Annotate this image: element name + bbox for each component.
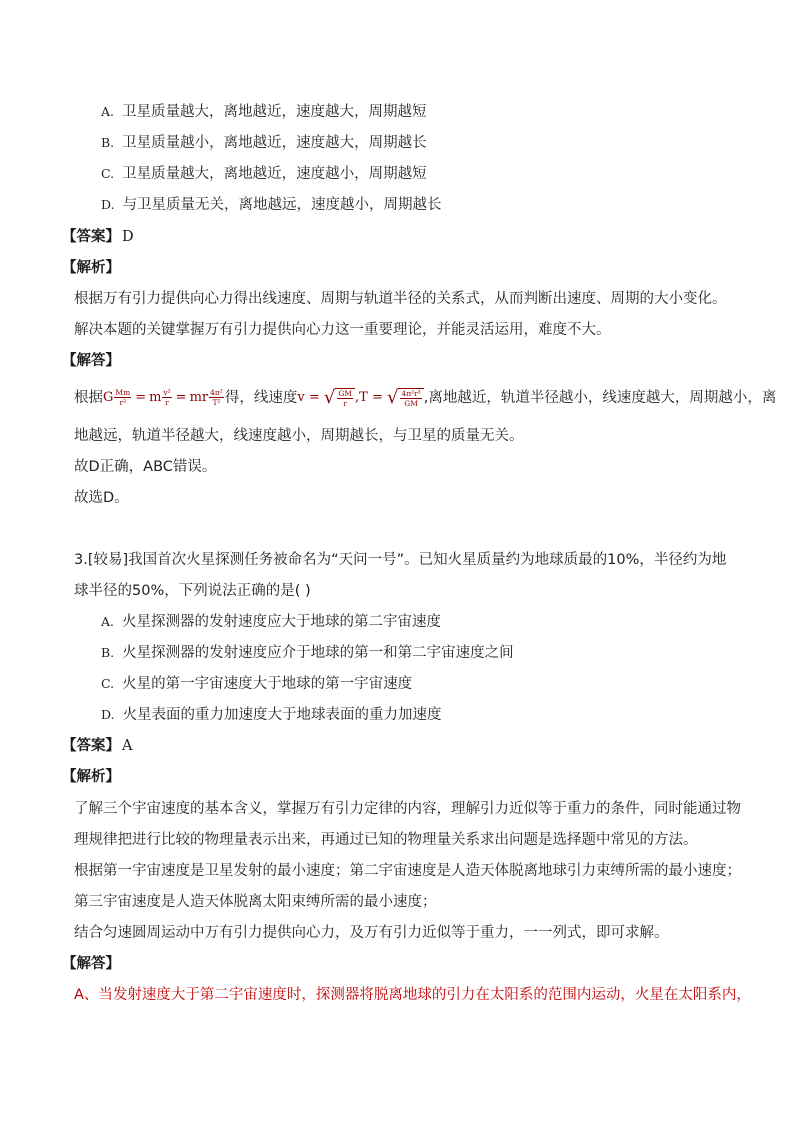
option-letter: B. <box>101 645 115 660</box>
answer-label: 【答案】 <box>62 738 120 754</box>
q2-analysis-line-2: 解决本题的关键掌握万有引力提供向心力这一重要理论，并能灵活运用，难度不大。 <box>74 322 611 338</box>
sqrt-content <box>398 388 423 408</box>
option-letter: C. <box>101 676 115 691</box>
solution-de: 得，线速度 <box>224 390 298 406</box>
frac-4pi2r3-gm <box>400 389 421 408</box>
q3-option-c <box>101 674 412 694</box>
option-text: 卫星质量越小，离地越近，速度越大，周期越长 <box>122 135 427 151</box>
eq-den: GM <box>404 398 418 408</box>
q2-analysis-label: 【解析】 <box>62 260 120 276</box>
option-text: 卫星质量越大，离地越近，速度越小，周期越短 <box>122 166 427 182</box>
radical-icon: √ <box>323 386 336 408</box>
option-letter: D. <box>101 707 115 722</box>
option-letter: A. <box>101 614 115 629</box>
period-equation <box>355 383 424 413</box>
q2-solution-line-3: 故D正确，ABC错误。 <box>74 459 217 475</box>
q3-answer <box>62 736 132 756</box>
eq-den: T² <box>212 398 221 407</box>
frac-v2-r <box>162 388 171 407</box>
option-text: 火星的第一宇宙速度大于地球的第一宇宙速度 <box>122 676 413 692</box>
eq-m: m <box>149 390 162 405</box>
eq-num: GM <box>338 388 353 398</box>
eq-sign: = <box>175 390 187 405</box>
eq-den: r² <box>119 398 127 407</box>
q2-solution-label: 【解答】 <box>62 353 120 369</box>
q2-solution-line-2: 地越远，轨道半径越大，线速度越小，周期越长，与卫星的质量无关。 <box>74 428 524 444</box>
q3-analysis-line-1: 了解三个宇宙速度的基本含义，掌握万有引力定律的内容，理解引力近似等于重力的条件，同时能通过物 <box>74 801 741 817</box>
q3-solution-label: 【解答】 <box>62 956 120 972</box>
answer-value: D <box>122 229 134 245</box>
option-letter: C. <box>101 166 115 181</box>
q3-analysis-label: 【解析】 <box>62 769 120 785</box>
option-letter: A. <box>101 104 115 119</box>
q3-stem-line-2: 球半径的50%，下列说法正确的是( ) <box>74 583 311 599</box>
q2-answer <box>62 227 134 247</box>
frac-gm-r <box>337 389 353 408</box>
q2-option-b <box>101 133 427 153</box>
q2-option-d <box>101 195 442 215</box>
gravity-equation <box>103 383 225 413</box>
eq-num: Mm <box>115 388 131 397</box>
solution-rest: ,离地越近，轨道半径越小，线速度越大，周期越小，离 <box>423 390 777 406</box>
option-text: 卫星质量越大，离地越近，速度越大，周期越短 <box>122 104 427 120</box>
q3-analysis-line-4: 第三宇宙速度是人造天体脱离太阳束缚所需的最小速度； <box>74 894 437 910</box>
q2-analysis-line-1: 根据万有引力提供向心力得出线速度、周期与轨道半径的关系式，从而判断出速度、周期的大小变化。 <box>74 291 727 307</box>
q3-analysis-line-2: 理规律把进行比较的物理量表示出来，再通过已知的物理量关系求出问题是选择题中常见的方法。 <box>74 832 698 848</box>
eq-sign: = <box>135 390 147 405</box>
q3-stem-line-1: 3.[较易]我国首次火星探测任务被命名为“天问一号”。已知火星质量约为地球质最的10%，半径约为地 <box>74 552 727 568</box>
radical-icon: √ <box>386 386 399 408</box>
q2-solution-line-1 <box>74 383 776 413</box>
frac-mm-r2 <box>114 388 131 407</box>
eq-num: 4π² <box>210 388 223 397</box>
t-eq: ,T = <box>355 390 383 405</box>
solution-prefix: 根据 <box>74 390 103 406</box>
eq-g: G <box>103 390 114 405</box>
sqrt-gm-r <box>324 388 355 408</box>
option-text: 与卫星质量无关，离地越远，速度越小，周期越长 <box>122 197 442 213</box>
eq-num: 4π²r³ <box>401 388 421 398</box>
option-text: 火星探测器的发射速度应介于地球的第一和第二宇宙速度之间 <box>122 645 514 661</box>
option-letter: D. <box>101 197 115 212</box>
q3-option-a <box>101 612 441 632</box>
option-text: 火星探测器的发射速度应大于地球的第二宇宙速度 <box>122 614 442 630</box>
q3-option-b <box>101 643 514 663</box>
q3-analysis-line-3: 根据第一宇宙速度是卫星发射的最小速度；第二宇宙速度是人造天体脱离地球引力束缚所需的最小速度； <box>74 863 741 879</box>
option-text: 火星表面的重力加速度大于地球表面的重力加速度 <box>122 707 442 723</box>
frac-4pi2-t2 <box>209 388 224 407</box>
sqrt-period <box>387 388 424 408</box>
eq-mr: mr <box>189 390 209 405</box>
q3-analysis-line-5: 结合匀速圆周运动中万有引力提供向心力，及万有引力近似等于重力，一一列式，即可求解。 <box>74 925 669 941</box>
answer-value: A <box>122 738 133 754</box>
q3-solution-line-1: A、当发射速度大于第二宇宙速度时，探测器将脱离地球的引力在太阳系的范围内运动，火星在太阳系内， <box>74 987 751 1003</box>
q3-option-d <box>101 705 442 725</box>
option-letter: B. <box>101 135 115 150</box>
eq-den: r <box>165 398 169 407</box>
answer-label: 【答案】 <box>62 229 120 245</box>
v-eq: v = <box>297 390 320 405</box>
q2-option-c <box>101 164 427 184</box>
eq-den: r <box>343 398 347 408</box>
sqrt-content <box>335 388 355 408</box>
q2-solution-line-4: 故选D。 <box>74 490 129 506</box>
eq-num: v² <box>163 388 171 397</box>
velocity-equation <box>297 383 355 413</box>
q2-option-a <box>101 102 427 122</box>
